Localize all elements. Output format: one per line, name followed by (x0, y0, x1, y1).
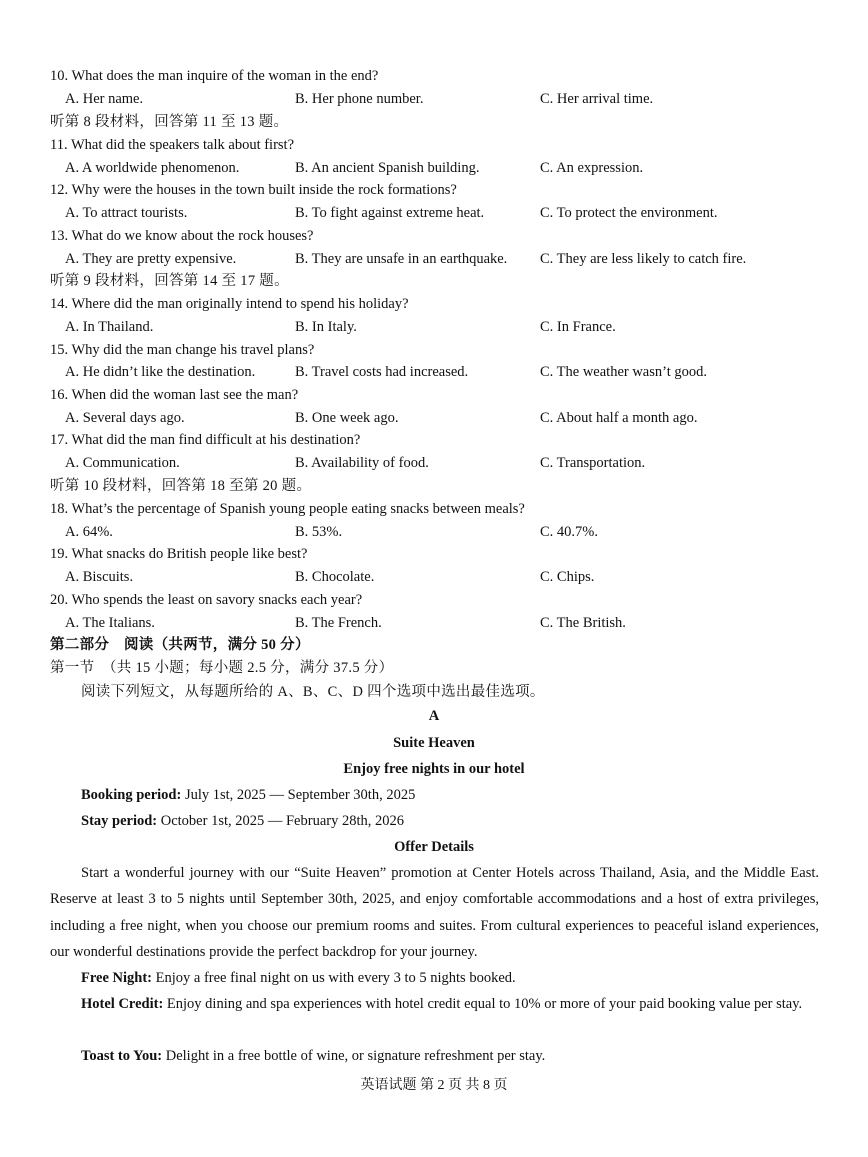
option-b: B. Travel costs had increased. (295, 364, 469, 380)
part-2-heading: 第二部分 阅读（共两节，满分 50 分） (50, 637, 310, 653)
toast-text: Delight in a free bottle of wine, or signature refreshment per stay. (162, 1048, 546, 1064)
stay-period-label: Stay period: (81, 813, 158, 829)
booking-period-label: Booking period: (81, 787, 182, 803)
option-c: C. In France. (540, 319, 616, 335)
offer-details-heading: Offer Details (394, 839, 474, 855)
question-10: 10. What does the man inquire of the woman in the end? (50, 68, 379, 84)
toast-paragraph (50, 1043, 819, 1069)
option-b: B. The French. (295, 615, 382, 631)
option-a: A. Several days ago. (65, 410, 185, 426)
option-a: A. Communication. (65, 455, 180, 471)
toast-label: Toast to You: (81, 1048, 163, 1064)
option-c: C. The British. (540, 615, 626, 631)
question-19: 19. What snacks do British people like best? (50, 546, 308, 562)
option-a: A. To attract tourists. (65, 205, 188, 221)
option-b: B. One week ago. (295, 410, 399, 426)
option-b: B. 53%. (295, 524, 343, 540)
option-a: A. In Thailand. (65, 319, 154, 335)
stay-period (81, 812, 404, 830)
hotel-credit-text: Enjoy dining and spa experiences with hotel credit equal to 10% or more of your paid booking value per stay. (163, 996, 803, 1012)
section-9-heading: 听第 9 段材料，回答第 14 至 17 题。 (50, 273, 289, 289)
option-a: A. The Italians. (65, 615, 155, 631)
option-b: B. They are unsafe in an earthquake. (295, 251, 508, 267)
option-c: C. Her arrival time. (540, 91, 654, 107)
option-b: B. To fight against extreme heat. (295, 205, 485, 221)
section-1-heading: 第一节 （共 15 小题；每小题 2.5 分，满分 37.5 分） (50, 660, 394, 676)
question-14: 14. Where did the man originally intend to spend his holiday? (50, 296, 409, 312)
option-c: C. Chips. (540, 569, 595, 585)
reading-instruction: 阅读下列短文，从每题所给的 A、B、C、D 四个选项中选出最佳选项。 (81, 684, 545, 700)
option-c: C. They are less likely to catch fire. (540, 251, 747, 267)
question-20: 20. Who spends the least on savory snacks each year? (50, 592, 363, 608)
option-c: C. To protect the environment. (540, 205, 718, 221)
free-night-paragraph (50, 965, 819, 991)
option-a: A. Her name. (65, 91, 144, 107)
option-c: C. An expression. (540, 160, 644, 176)
option-a: A. 64%. (65, 524, 113, 540)
question-15: 15. Why did the man change his travel plans? (50, 342, 315, 358)
stay-period-value: October 1st, 2025 — February 28th, 2026 (157, 813, 404, 829)
option-a: A. A worldwide phenomenon. (65, 160, 240, 176)
page-footer: 英语试题 第 2 页 共 8 页 (360, 1078, 508, 1093)
question-18: 18. What’s the percentage of Spanish young people eating snacks between meals? (50, 501, 525, 517)
option-c: C. 40.7%. (540, 524, 598, 540)
section-10-heading: 听第 10 段材料，回答第 18 至第 20 题。 (50, 478, 312, 494)
option-a: A. They are pretty expensive. (65, 251, 237, 267)
free-night-label: Free Night: (81, 970, 152, 986)
option-c: C. The weather wasn’t good. (540, 364, 707, 380)
section-8-heading: 听第 8 段材料，回答第 11 至 13 题。 (50, 114, 289, 130)
option-a: A. Biscuits. (65, 569, 134, 585)
question-13: 13. What do we know about the rock houses? (50, 228, 314, 244)
hotel-credit-paragraph (50, 991, 819, 1017)
hotel-credit-label: Hotel Credit: (81, 996, 164, 1012)
free-night-text: Enjoy a free final night on us with every 3 to 5 nights booked. (152, 970, 516, 986)
booking-period-value: July 1st, 2025 — September 30th, 2025 (181, 787, 416, 803)
question-12: 12. Why were the houses in the town built inside the rock formations? (50, 182, 457, 198)
passage-letter: A (428, 708, 440, 724)
question-17: 17. What did the man find difficult at his destination? (50, 432, 361, 448)
option-b: B. Chocolate. (295, 569, 375, 585)
passage-subtitle: Enjoy free nights in our hotel (343, 761, 525, 777)
option-b: B. In Italy. (295, 319, 357, 335)
passage-title: Suite Heaven (393, 735, 475, 751)
passage-intro-paragraph: Start a wonderful journey with our “Suite Heaven” promotion at Center Hotels across Thailand, Asia, and the Middle East. Reserve at least 3 to 5 nights until September 30th, 2025, and enjoy comfortable accommodations and a host of extra privileges, including a free night, when you choose our premium rooms and suites. From cultural experiences to peaceful island experiences, our wonderful destinations provide the perfect backdrop for your journey. (50, 865, 819, 960)
option-b: B. Availability of food. (295, 455, 429, 471)
booking-period (81, 786, 415, 804)
question-11: 11. What did the speakers talk about first? (50, 137, 295, 153)
option-c: C. About half a month ago. (540, 410, 698, 426)
option-b: B. Her phone number. (295, 91, 424, 107)
option-a: A. He didn’t like the destination. (65, 364, 256, 380)
option-c: C. Transportation. (540, 455, 646, 471)
question-16: 16. When did the woman last see the man? (50, 387, 299, 403)
option-b: B. An ancient Spanish building. (295, 160, 480, 176)
